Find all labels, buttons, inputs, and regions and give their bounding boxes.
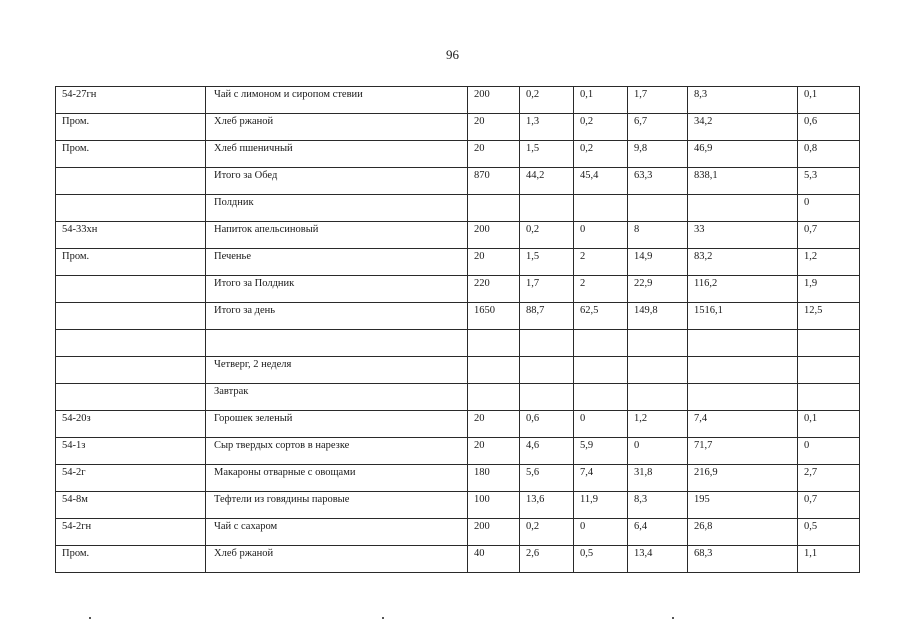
table-cell-weight — [468, 384, 520, 411]
scan-specks — [0, 617, 905, 623]
table-cell-fat: 2 — [574, 276, 628, 303]
table-cell-weight: 200 — [468, 87, 520, 114]
table-cell-name: Чай с сахаром — [206, 519, 468, 546]
table-cell-kcal: 7,4 — [688, 411, 798, 438]
table-cell-weight: 20 — [468, 438, 520, 465]
table-cell-kcal — [688, 330, 798, 357]
table-cell-fat — [574, 330, 628, 357]
table-cell-carbs: 63,3 — [628, 168, 688, 195]
table-cell-weight: 20 — [468, 114, 520, 141]
table-cell-vit_c: 1,2 — [798, 249, 860, 276]
table-cell-vit_c: 12,5 — [798, 303, 860, 330]
menu-table — [55, 86, 860, 573]
table-cell-kcal: 195 — [688, 492, 798, 519]
table-cell-protein — [520, 330, 574, 357]
table-cell-protein: 4,6 — [520, 438, 574, 465]
table-cell-fat: 2 — [574, 249, 628, 276]
table-cell-fat: 0,2 — [574, 114, 628, 141]
table-cell-carbs: 31,8 — [628, 465, 688, 492]
table-row — [56, 438, 860, 465]
table-cell-carbs: 6,7 — [628, 114, 688, 141]
table-cell-vit_c: 1,9 — [798, 276, 860, 303]
scan-speck — [89, 617, 91, 619]
table-cell-code: 54-33хн — [56, 222, 206, 249]
table-row — [56, 357, 860, 384]
table-cell-vit_c — [798, 384, 860, 411]
table-cell-weight: 100 — [468, 492, 520, 519]
menu-table-body — [56, 87, 860, 573]
table-cell-vit_c — [798, 357, 860, 384]
table-cell-fat: 0,2 — [574, 141, 628, 168]
table-cell-vit_c: 0 — [798, 195, 860, 222]
table-cell-protein: 44,2 — [520, 168, 574, 195]
table-cell-name: Итого за день — [206, 303, 468, 330]
table-cell-fat: 0 — [574, 411, 628, 438]
table-row — [56, 222, 860, 249]
table-cell-fat — [574, 195, 628, 222]
table-cell-vit_c: 0,7 — [798, 492, 860, 519]
table-cell-code: Пром. — [56, 249, 206, 276]
table-cell-carbs: 1,2 — [628, 411, 688, 438]
table-cell-code: Пром. — [56, 114, 206, 141]
table-cell-carbs — [628, 357, 688, 384]
table-cell-name: Горошек зеленый — [206, 411, 468, 438]
table-row — [56, 168, 860, 195]
table-cell-kcal: 83,2 — [688, 249, 798, 276]
table-row — [56, 87, 860, 114]
table-cell-kcal — [688, 357, 798, 384]
table-cell-kcal: 68,3 — [688, 546, 798, 573]
table-cell-name — [206, 330, 468, 357]
table-cell-kcal: 33 — [688, 222, 798, 249]
table-cell-protein: 5,6 — [520, 465, 574, 492]
table-cell-weight: 40 — [468, 546, 520, 573]
table-cell-protein: 88,7 — [520, 303, 574, 330]
table-cell-code — [56, 303, 206, 330]
table-cell-carbs — [628, 384, 688, 411]
table-cell-protein: 1,5 — [520, 249, 574, 276]
table-cell-code — [56, 357, 206, 384]
table-cell-vit_c: 0,5 — [798, 519, 860, 546]
table-cell-kcal — [688, 195, 798, 222]
table-cell-code: 54-8м — [56, 492, 206, 519]
table-cell-fat: 0,5 — [574, 546, 628, 573]
table-cell-protein: 0,2 — [520, 87, 574, 114]
table-cell-carbs: 1,7 — [628, 87, 688, 114]
table-cell-fat: 0,1 — [574, 87, 628, 114]
table-cell-vit_c: 2,7 — [798, 465, 860, 492]
table-cell-code: Пром. — [56, 141, 206, 168]
table-cell-name: Четверг, 2 неделя — [206, 357, 468, 384]
table-row — [56, 303, 860, 330]
table-cell-vit_c: 5,3 — [798, 168, 860, 195]
table-cell-carbs: 14,9 — [628, 249, 688, 276]
table-cell-carbs: 8,3 — [628, 492, 688, 519]
table-cell-kcal: 26,8 — [688, 519, 798, 546]
table-cell-code: 54-2гн — [56, 519, 206, 546]
scan-speck — [672, 617, 674, 619]
table-cell-protein — [520, 384, 574, 411]
table-cell-protein — [520, 195, 574, 222]
table-cell-vit_c: 0,7 — [798, 222, 860, 249]
table-row — [56, 114, 860, 141]
table-cell-kcal: 71,7 — [688, 438, 798, 465]
table-cell-weight: 20 — [468, 411, 520, 438]
table-row — [56, 384, 860, 411]
table-cell-vit_c: 0,8 — [798, 141, 860, 168]
scan-speck — [382, 617, 384, 619]
table-row — [56, 546, 860, 573]
table-cell-carbs — [628, 195, 688, 222]
table-cell-fat: 0 — [574, 222, 628, 249]
table-row — [56, 465, 860, 492]
table-cell-protein: 0,2 — [520, 222, 574, 249]
table-cell-vit_c: 0,6 — [798, 114, 860, 141]
table-cell-vit_c — [798, 330, 860, 357]
table-cell-code — [56, 195, 206, 222]
table-cell-carbs: 9,8 — [628, 141, 688, 168]
table-cell-name: Итого за Обед — [206, 168, 468, 195]
table-cell-code — [56, 384, 206, 411]
table-cell-carbs: 6,4 — [628, 519, 688, 546]
table-cell-kcal: 8,3 — [688, 87, 798, 114]
table-cell-protein: 1,7 — [520, 276, 574, 303]
table-cell-carbs: 22,9 — [628, 276, 688, 303]
table-cell-kcal: 1516,1 — [688, 303, 798, 330]
table-cell-fat: 45,4 — [574, 168, 628, 195]
table-cell-protein — [520, 357, 574, 384]
table-cell-name: Завтрак — [206, 384, 468, 411]
table-cell-carbs: 149,8 — [628, 303, 688, 330]
table-row — [56, 330, 860, 357]
table-cell-weight: 200 — [468, 519, 520, 546]
table-cell-fat: 62,5 — [574, 303, 628, 330]
table-cell-fat: 0 — [574, 519, 628, 546]
table-cell-kcal: 116,2 — [688, 276, 798, 303]
table-row — [56, 276, 860, 303]
table-cell-fat: 7,4 — [574, 465, 628, 492]
table-row — [56, 411, 860, 438]
table-cell-protein: 2,6 — [520, 546, 574, 573]
table-cell-name: Хлеб ржаной — [206, 114, 468, 141]
table-cell-name: Печенье — [206, 249, 468, 276]
table-cell-vit_c: 0 — [798, 438, 860, 465]
table-cell-name: Макароны отварные с овощами — [206, 465, 468, 492]
table-cell-weight: 1650 — [468, 303, 520, 330]
table-cell-name: Итого за Полдник — [206, 276, 468, 303]
table-cell-protein: 1,5 — [520, 141, 574, 168]
table-cell-weight: 220 — [468, 276, 520, 303]
table-cell-carbs: 13,4 — [628, 546, 688, 573]
table-row — [56, 141, 860, 168]
table-cell-name: Хлеб пшеничный — [206, 141, 468, 168]
table-cell-code: Пром. — [56, 546, 206, 573]
table-cell-kcal: 34,2 — [688, 114, 798, 141]
table-cell-carbs: 0 — [628, 438, 688, 465]
table-cell-name: Полдник — [206, 195, 468, 222]
table-cell-protein: 13,6 — [520, 492, 574, 519]
table-cell-carbs: 8 — [628, 222, 688, 249]
table-cell-kcal: 216,9 — [688, 465, 798, 492]
table-cell-weight: 870 — [468, 168, 520, 195]
table-cell-weight: 180 — [468, 465, 520, 492]
table-cell-code — [56, 330, 206, 357]
table-cell-weight — [468, 195, 520, 222]
table-cell-protein: 0,6 — [520, 411, 574, 438]
table-cell-kcal — [688, 384, 798, 411]
table-cell-weight: 20 — [468, 249, 520, 276]
table-cell-carbs — [628, 330, 688, 357]
table-row — [56, 195, 860, 222]
table-cell-code: 54-1з — [56, 438, 206, 465]
table-cell-kcal: 838,1 — [688, 168, 798, 195]
table-cell-code — [56, 168, 206, 195]
table-cell-code: 54-27гн — [56, 87, 206, 114]
table-cell-weight: 200 — [468, 222, 520, 249]
table-cell-name: Тефтели из говядины паровые — [206, 492, 468, 519]
table-cell-name: Чай с лимоном и сиропом стевии — [206, 87, 468, 114]
table-cell-weight — [468, 357, 520, 384]
table-cell-vit_c: 1,1 — [798, 546, 860, 573]
table-cell-fat: 11,9 — [574, 492, 628, 519]
table-cell-protein: 1,3 — [520, 114, 574, 141]
table-cell-vit_c: 0,1 — [798, 411, 860, 438]
table-cell-kcal: 46,9 — [688, 141, 798, 168]
table-cell-protein: 0,2 — [520, 519, 574, 546]
table-cell-code: 54-2г — [56, 465, 206, 492]
table-cell-vit_c: 0,1 — [798, 87, 860, 114]
table-cell-name: Напиток апельсиновый — [206, 222, 468, 249]
table-cell-weight: 20 — [468, 141, 520, 168]
table-cell-code — [56, 276, 206, 303]
table-row — [56, 519, 860, 546]
table-cell-fat — [574, 357, 628, 384]
table-cell-weight — [468, 330, 520, 357]
table-cell-name: Хлеб ржаной — [206, 546, 468, 573]
table-row — [56, 249, 860, 276]
table-cell-fat: 5,9 — [574, 438, 628, 465]
page-number: 96 — [446, 47, 459, 62]
table-cell-code: 54-20з — [56, 411, 206, 438]
table-row — [56, 492, 860, 519]
table-cell-fat — [574, 384, 628, 411]
table-cell-name: Сыр твердых сортов в нарезке — [206, 438, 468, 465]
